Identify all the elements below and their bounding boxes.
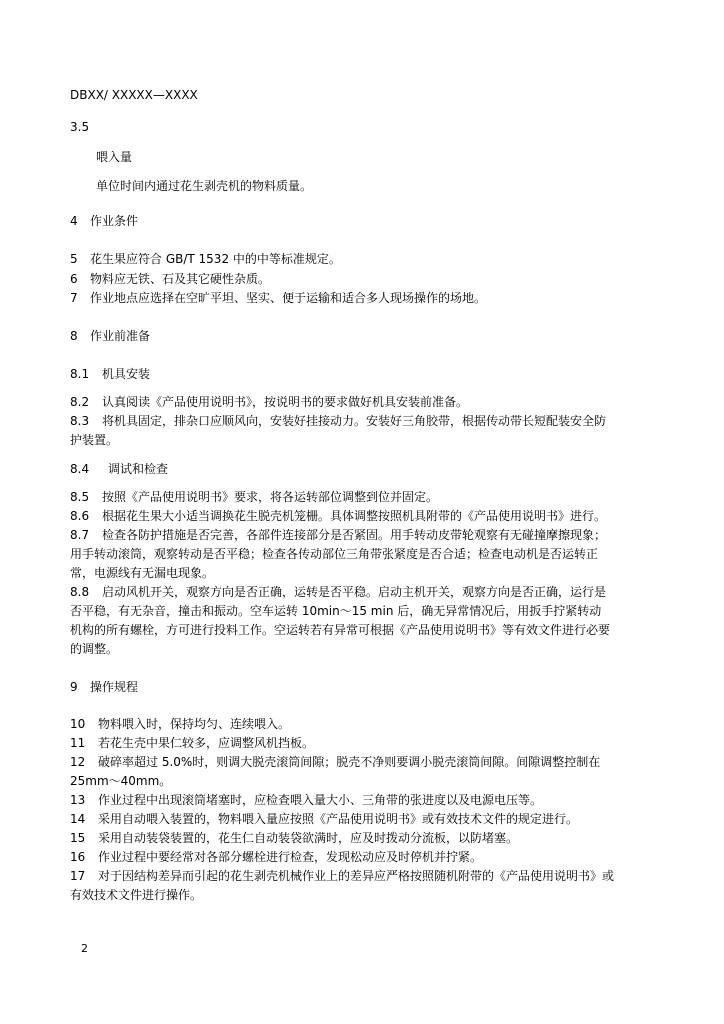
section-text: 破碎率超过 5.0%时，则调大脱壳滚筒间隙；脱壳不净则要调小脱壳滚筒间隙。间隙调整控制在 (98, 755, 601, 769)
section-number: 6 (70, 272, 78, 286)
section-text: 作业过程中要经常对各部分螺栓进行检查，发现松动应及时停机并拧紧。 (98, 850, 483, 864)
section-text: 按照《产品使用说明书》要求，将各运转部位调整到位并固定。 (102, 490, 439, 504)
section-9-heading (70, 679, 138, 695)
section-8-2 (70, 394, 468, 410)
section-text: 采用自动喂入装置的，物料喂入量应按照《产品使用说明书》或有效技术文件的规定进行。 (98, 812, 579, 826)
section-8-4-heading (70, 461, 168, 477)
section-number: 16 (70, 850, 86, 864)
section-number: 8 (70, 329, 78, 343)
section-8-heading (70, 328, 150, 344)
section-text: 根据花生果大小适当调换花生脱壳机笼栅。具体调整按照机具附带的《产品使用说明书》进行。 (102, 509, 607, 523)
section-number: 17 (70, 869, 86, 883)
section-number: 12 (70, 755, 86, 769)
section-15 (70, 830, 518, 846)
section-number: 8.2 (70, 395, 90, 409)
section-number: 8.3 (70, 414, 90, 428)
section-12-line-1 (70, 754, 600, 770)
section-number: 14 (70, 812, 86, 826)
section-title: 操作规程 (90, 680, 139, 694)
section-number: 8.8 (70, 585, 90, 599)
section-4-heading (70, 213, 138, 229)
section-text: 作业过程中出现滚筒堵塞时，应检查喂入量大小、三角带的张进度以及电源电压等。 (98, 793, 543, 807)
section-number: 10 (70, 717, 86, 731)
page-number: 2 (81, 942, 88, 955)
section-17-line-1 (70, 868, 614, 884)
section-number: 4 (70, 214, 78, 228)
section-8-8-line-2: 否平稳，有无杂音，撞击和振动。空车运转 10min～15 min 后，确无异常情况后，用扳手拧紧转动 (70, 604, 602, 618)
section-number: 8.6 (70, 509, 90, 523)
clause-3-5-term: 喂入量 (96, 150, 133, 164)
section-title: 机具安装 (102, 367, 151, 381)
section-8-7-line-3: 常，电源线有无漏电现象。 (70, 566, 215, 580)
section-text: 认真阅读《产品使用说明书》，按说明书的要求做好机具安装前准备。 (102, 395, 469, 409)
section-12-line-2: 25mm～40mm。 (70, 774, 172, 788)
section-number: 8.4 (70, 462, 90, 476)
section-10 (70, 716, 290, 732)
section-number: 13 (70, 793, 86, 807)
section-title: 作业前准备 (90, 329, 151, 343)
section-text: 启动风机开关，观察方向是否正确，运转是否平稳。启动主机开关，观察方向是否正确，运行是 (102, 585, 607, 599)
clause-3-5-number: 3.5 (70, 120, 90, 134)
section-11 (70, 735, 314, 751)
section-text: 作业地点应选择在空旷平坦、坚实、便于运输和适合多人现场操作的场地。 (90, 291, 487, 305)
section-7 (70, 290, 486, 306)
section-8-6 (70, 508, 606, 524)
section-text: 采用自动装袋装置的，花生仁自动装袋欲满时，应及时拨动分流板，以防堵塞。 (98, 831, 519, 845)
section-8-8-line-3: 机构的所有螺栓，方可进行投料工作。空运转若有异常可根据《产品使用说明书》等有效文件进行必要 (70, 623, 611, 637)
section-title: 作业条件 (90, 214, 139, 228)
section-8-7-line-1 (70, 527, 606, 543)
section-text: 将机具固定，排杂口应顺风向，安装好挂接动力。安装好三角胶带，根据传动带长短配装安全防 (102, 414, 607, 428)
section-8-8-line-1 (70, 584, 606, 600)
section-number: 7 (70, 291, 78, 305)
section-number: 8.5 (70, 490, 90, 504)
section-5 (70, 251, 341, 267)
section-16 (70, 849, 482, 865)
section-text: 对于因结构差异而引起的花生剥壳机械作业上的差异应严格按照随机附带的《产品使用说明书》或 (98, 869, 615, 883)
section-8-3-line-2: 护装置。 (70, 433, 119, 447)
section-number: 11 (70, 736, 86, 750)
doc-header-code: DBXX/ XXXXX—XXXX (70, 88, 198, 102)
section-text: 物料喂入时，保持均匀、连续喂入。 (98, 717, 291, 731)
section-number: 8.7 (70, 528, 90, 542)
section-6 (70, 271, 270, 287)
section-text: 若花生壳中果仁较多，应调整风机挡板。 (98, 736, 315, 750)
section-number: 9 (70, 680, 78, 694)
section-number: 5 (70, 252, 78, 266)
section-8-7-line-2: 用手转动滚筒，观察转动是否平稳；检查各传动部位三角带张紧度是否合适；检查电动机是否运转正 (70, 547, 599, 561)
section-13 (70, 792, 542, 808)
section-8-5 (70, 489, 438, 505)
section-17-line-2: 有效技术文件进行操作。 (70, 888, 203, 902)
section-number: 8.1 (70, 367, 90, 381)
section-8-3-line-1 (70, 413, 606, 429)
section-text: 花生果应符合 GB/T 1532 中的中等标准规定。 (90, 252, 341, 266)
section-8-1-heading (70, 366, 150, 382)
section-14 (70, 811, 578, 827)
clause-3-5-definition: 单位时间内通过花生剥壳机的物料质量。 (96, 179, 313, 193)
section-8-8-line-4: 的调整。 (70, 642, 119, 656)
section-text: 物料应无铁、石及其它硬性杂质。 (90, 272, 271, 286)
section-number: 15 (70, 831, 86, 845)
section-title: 调试和检查 (108, 462, 169, 476)
section-text: 检查各防护措施是否完善，各部件连接部分是否紧固。用手转动皮带轮观察有无碰撞摩擦现象； (102, 528, 607, 542)
